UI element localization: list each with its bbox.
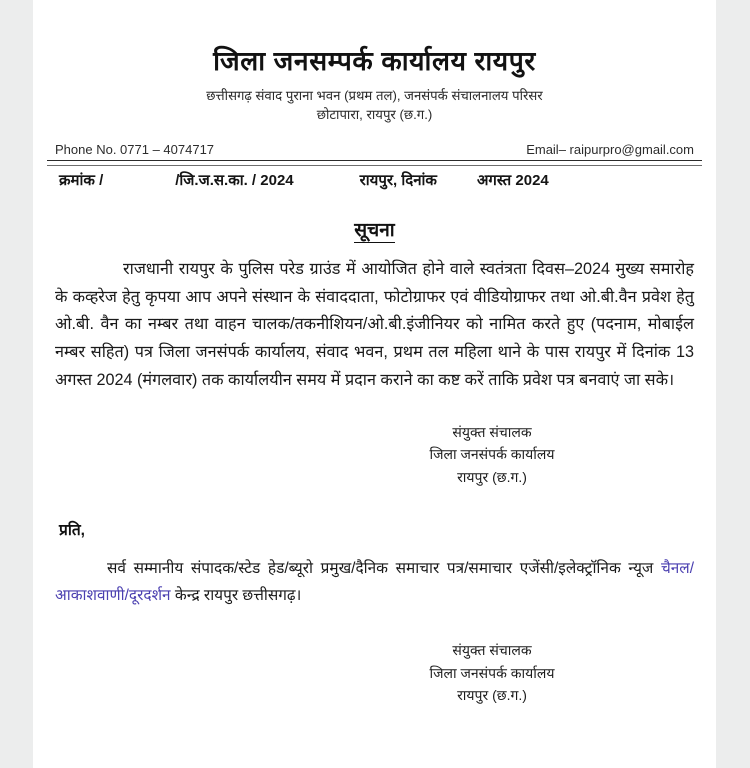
contact-row (45, 142, 704, 160)
notice-body-paragraph: राजधानी रायपुर के पुलिस परेड ग्राउंड में आयोजित होने वाले स्वतंत्रता दिवस–2024 मुख्य समारोह के कव्हरेज हेतु कृपया आप अपने संस्थान के संवाददाता, फोटोग्राफर एवं वीडियोग्राफर तथा ओ.बी.वैन प्रवेश हेतु ओ.बी. वैन का नम्बर तथा वाहन चालक/तकनीशियन/ओ.बी.इंजीनियर को नामित करते हुए (पदनाम, मोबाईल नम्बर सहित) पत्र जिला जनसंपर्क कार्यालय, संवाद भवन, प्रथम तल महिला थाने के पास रायपुर में दिनांक 13 अगस्त 2024 (मंगलवार) तक कार्यालयीन समय में प्रदान कराने का कष्ट करें ताकि प्रवेश पत्र बनवाएं जा सके। (55, 259, 694, 390)
address-line-1: छत्तीसगढ़ संवाद पुराना भवन (प्रथम तल), जनसंपर्क संचालनालय परिसर (206, 88, 543, 104)
document-page (33, 0, 716, 768)
recipients-text-highlight: चैनल/आकाशवाणी/दूरदर्शन (55, 560, 694, 604)
signature-designation-bottom: संयुक्त संचालक (452, 642, 532, 659)
signature-place-bottom: रायपुर (छ.ग.) (457, 686, 527, 703)
signature-place-top: रायपुर (छ.ग.) (457, 468, 527, 485)
letterhead (45, 0, 704, 125)
notice-heading (45, 216, 704, 242)
signature-office-bottom: जिला जनसंपर्क कार्यालय (429, 664, 555, 681)
signature-block-bottom (342, 639, 642, 706)
recipients-list (55, 556, 694, 609)
month-year: अगस्त 2024 (476, 171, 549, 189)
prati-label: प्रति, (59, 522, 85, 540)
signature-office-top: जिला जनसंपर्क कार्यालय (429, 446, 555, 463)
signature-block-top (342, 421, 642, 488)
kramank-label: क्रमांक / (59, 171, 104, 189)
notice-heading-text: सूचना (354, 219, 395, 241)
reference-code: /जि.ज.स.का. / 2024 (175, 171, 294, 189)
recipients-text-after: केन्द्र रायपुर छत्तीसगढ़। (170, 586, 302, 604)
email-address: Email– raipurpro@gmail.com (526, 141, 694, 157)
organization-address (45, 87, 704, 124)
address-line-2: छोटापारा, रायपुर (छ.ग.) (316, 107, 433, 122)
organization-title: जिला जनसम्पर्क कार्यालय रायपुर (213, 46, 536, 76)
signature-designation-top: संयुक्त संचालक (452, 424, 532, 441)
phone-number: Phone No. 0771 – 4074717 (55, 141, 215, 157)
recipients-text-before: सर्व सम्मानीय संपादक/स्टेड हेड/ब्यूरो प्रमुख/दैनिक समाचार पत्र/समाचार एजेंसी/इलेक्ट्रॉनिक न्यूज (107, 560, 661, 578)
reference-row (45, 166, 704, 190)
place-date-label: रायपुर, दिनांक (359, 171, 437, 189)
